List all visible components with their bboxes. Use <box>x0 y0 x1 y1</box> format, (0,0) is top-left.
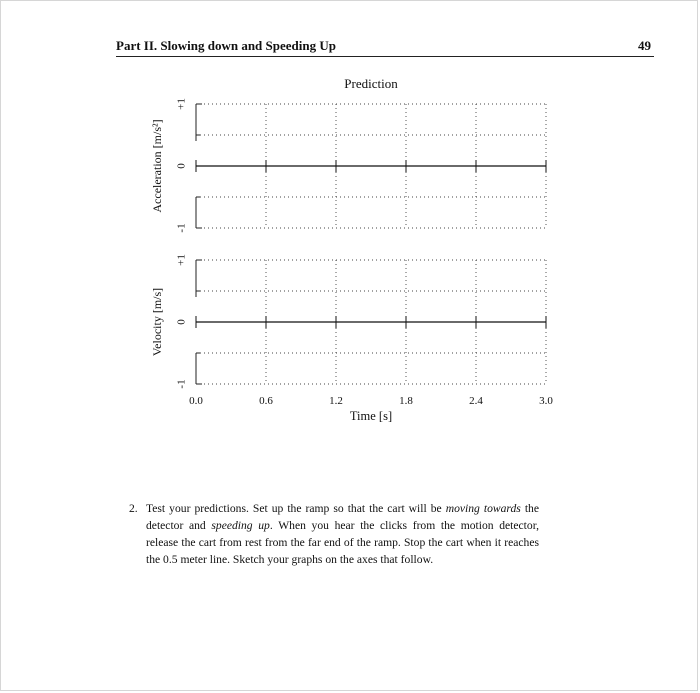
page-number: 49 <box>638 38 651 53</box>
x-tick-label: 1.2 <box>329 395 343 407</box>
x-tick-label: 0.6 <box>259 395 273 407</box>
step-text-part: Test your predictions. Set up the ramp so that the cart will be <box>146 502 446 515</box>
instruction-step-2 <box>129 500 539 568</box>
step-text-part: the detector and <box>146 502 539 532</box>
x-tick-label: 3.0 <box>539 395 553 407</box>
y-tick-label: 0 <box>175 319 188 325</box>
step-text-emphasis: speeding up <box>211 519 270 532</box>
step-text-emphasis: moving towards <box>445 502 521 515</box>
x-tick-label: 0.0 <box>189 395 203 407</box>
velocity-plot[interactable] <box>150 254 554 423</box>
acceleration-plot[interactable] <box>150 76 546 233</box>
x-tick-label: 1.8 <box>399 395 413 407</box>
y-tick-label: +1 <box>175 254 188 266</box>
step-text <box>146 500 539 568</box>
y-tick-label: -1 <box>175 379 188 389</box>
step-number: 2. <box>129 502 138 515</box>
x-axis-label: Time [s] <box>349 409 393 423</box>
x-tick-label: 2.4 <box>469 395 483 407</box>
y-axis-label: Acceleration [m/s²] <box>149 119 164 213</box>
y-tick-label: 0 <box>175 163 188 169</box>
step-text-part: . When you hear the clicks from the motion detector, release the cart from rest from the far end of the ramp. Stop the cart when it reaches the 0.5 meter line. Sketch your graphs on the axes that follow. <box>146 519 539 566</box>
y-axis-label: Velocity [m/s] <box>149 287 164 357</box>
y-tick-label: -1 <box>175 223 188 233</box>
y-tick-label: +1 <box>175 98 188 110</box>
section-title: Part II. Slowing down and Speeding Up <box>116 38 336 53</box>
chart-title: Prediction <box>344 76 398 91</box>
